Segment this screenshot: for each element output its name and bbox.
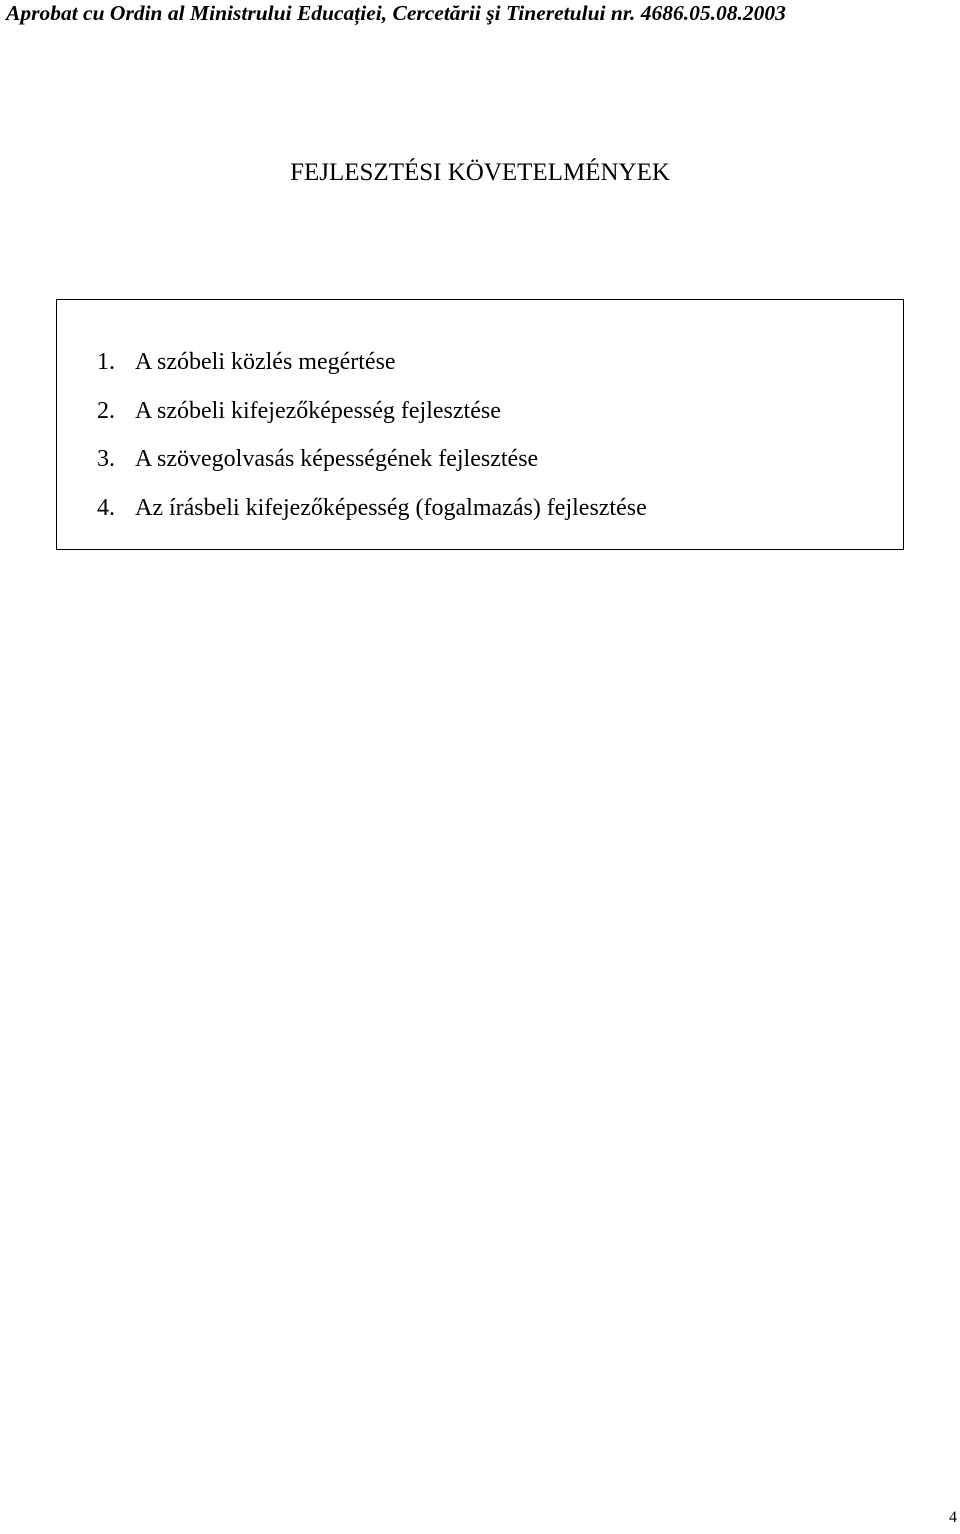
requirements-list: [97, 338, 647, 532]
page-title: FEJLESZTÉSI KÖVETELMÉNYEK: [290, 159, 670, 186]
list-item-text: A szóbeli kifejezőképesség fejlesztése: [135, 397, 501, 424]
list-item-text: Az írásbeli kifejezőképesség (fogalmazás) fejlesztése: [135, 494, 647, 521]
list-item-number: 1.: [97, 349, 115, 375]
list-item: [97, 484, 647, 533]
list-item: [97, 387, 647, 436]
list-item-number: 2.: [97, 397, 115, 424]
list-item-text: A szövegolvasás képességének fejlesztése: [135, 446, 539, 472]
list-item-number: 3.: [97, 446, 115, 472]
list-item: [97, 435, 647, 484]
list-item-number: 4.: [97, 494, 115, 521]
approval-header: Aprobat cu Ordin al Ministrului Educației, Cercetării şi Tineretului nr. 4686.05.08.2003: [6, 1, 786, 25]
list-item: [97, 338, 647, 387]
page-number: 4: [949, 1509, 957, 1526]
list-item-text: A szóbeli közlés megértése: [135, 349, 396, 375]
